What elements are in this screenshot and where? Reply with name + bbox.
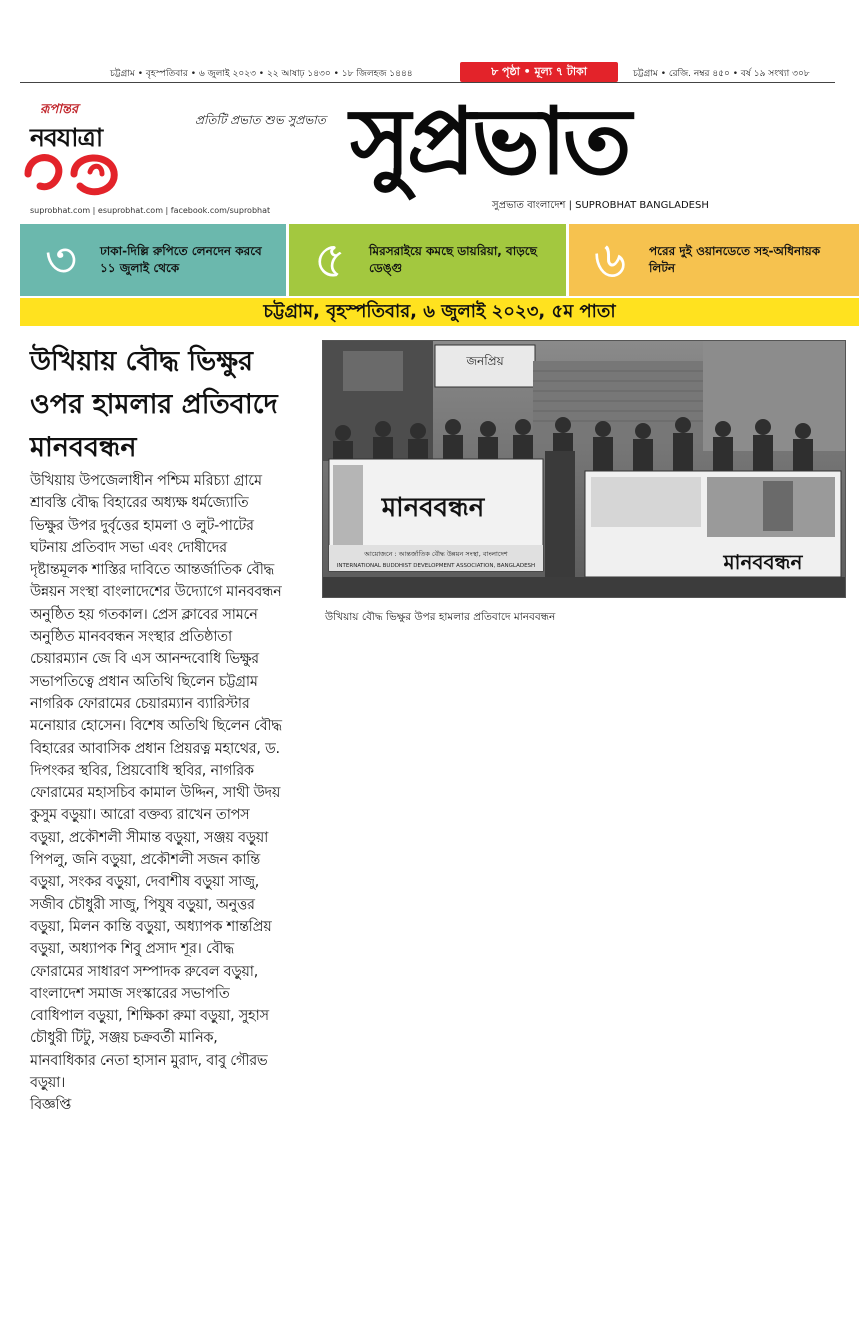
article-credit: বিজ্ঞপ্তি [30,1097,71,1114]
teaser-text: মিরসরাইয়ে কমছে ডায়রিয়া, বাড়ছে ডেঙ্গু [369,244,537,275]
teaser-page-3[interactable] [20,224,286,296]
newspaper-masthead: সুপ্রভাত [350,87,628,195]
masthead-tagline: প্রতিটি প্রভাত শুভ সুপ্রভাত [195,113,326,127]
issue-meta-left: চট্টগ্রাম • বৃহস্পতিবার • ৬ জুলাই ২০২৩ • ২২ আষাঢ় ১৪৩০ • ১৮ জিলহজ ১৪৪৪ [110,69,413,79]
photo-banner-left-text: মানববন্ধন [381,493,485,523]
teaser-page-5[interactable] [289,224,566,296]
article-body [30,470,282,1117]
photo-org-line: আয়োজনে : আন্তর্জাতিক বৌদ্ধ উন্নয়ন সংস্থা, বাংলাদেশ [364,550,508,558]
photo-org-line-en: INTERNATIONAL BUDDHIST DEVELOPMENT ASSOCIATION, BANGLADESH [336,563,536,569]
teaser-page-number: ৫ [313,231,347,289]
human-chain-photo [323,341,845,597]
photo-sign-text: জনপ্রিয় [466,354,504,368]
article-body-paragraph: উখিয়ায় উপজেলাধীন পশ্চিম মরিচ্যা গ্রামে শ্রাবস্তি বৌদ্ধ বিহারের অধ্যক্ষ ধর্মজ্যোতি ভিক্ষুর উপর দুর্বৃত্তের হামলা ও লুট-পাটের ঘটনায় প্রতিবাদ সভা এবং দোষীদের দৃষ্টান্তমূলক শাস্তির দাবিতে আন্তর্জাতিক বৌদ্ধ উন্নয়ন সংস্থা বাংলাদেশের উদ্যোগে মানববন্ধন অনুষ্ঠিত হয় গতকাল। প্রেস ক্লাবের সামনে অনুষ্ঠিত মানববন্ধন সংস্থার প্রতিষ্ঠাতা চেয়ারম্যান জে বি এস আনন্দবোধি ভিক্ষুর সভাপতিত্বে প্রধান অতিথি ছিলেন চট্টগ্রাম নাগরিক ফোরামের চেয়ারম্যান ব্যারিস্টার মনোয়ার হোসেন। বিশেষ অতিথি ছিলেন বৌদ্ধ বিহারের আবাসিক প্রধান প্রিয়রত্ন মহাথের, ড. দিপংকর স্থবির, প্রিয়বোধি স্থবির, নাগরিক ফোরামের মহাসচিব কামাল উদ্দিন, সাথী উদয় কুসুম বড়ুয়া। আরো বক্তব্য রাখেন তাপস বড়ুয়া, প্রকৌশলী সীমান্ত বড়ুয়া, সঞ্জয় বড়ুয়া পিপলু, জনি বড়ুয়া, প্রকৌশলী সজন কান্তি বড়ুয়া, সংকর বড়ুয়া, দেবাশীষ বড়ুয়া সাজু, সজীব চৌধুরী সাজু, পিযুষ বড়ুয়া, অনুত্তর বড়ুয়া, মিলন কান্তি বড়ুয়া, অধ্যাপক শান্তপ্রিয় বড়ুয়া, অধ্যাপক শিবু প্রসাদ শূর। বৌদ্ধ ফোরামের সাধারণ সম্পাদক রুবেল বড়ুয়া, বাংলাদেশ সমাজ সংস্কারের সভাপতি বোধিপাল বড়ুয়া, শিক্ষিকা রুমা বড়ুয়া, সুহাস চৌধুরী টিটু, সঞ্জয় চক্রবর্তী মানিক, মানবাধিকার নেতা হাসান মুরাদ, বাবু গৌরভ বড়ুয়া। [30,473,282,1092]
jubilee-logo-main: নবযাত্রা [30,123,103,152]
teaser-text: ঢাকা-দিল্লি রুপিতে লেনদেন করবে ১১ জুলাই থেকে [100,244,262,275]
header-divider [20,82,835,83]
article-headline: উখিয়ায় বৌদ্ধ ভিক্ষুর ওপর হামলার প্রতিবাদে মানববন্ধন [30,346,278,463]
photo-banner-right-text: মানববন্ধন [723,550,803,574]
web-links: suprobhat.com | esuprobhat.com | facebook.com/suprobhat [30,206,271,215]
teaser-page-number: ৬ [593,231,627,289]
teaser-text: পরের দুই ওয়ানডেতে সহ-অধিনায়ক লিটন [649,244,821,275]
photo-caption: উখিয়ায় বৌদ্ধ ভিক্ষুর উপর হামলার প্রতিবাদে মানববন্ধন [325,611,556,623]
pages-price-badge: ৮ পৃষ্ঠা • মূল্য ৭ টাকা [460,62,618,82]
jubilee-number-logo [22,146,132,202]
teaser-page-6[interactable] [569,224,859,296]
masthead-subtitle: সুপ্রভাত বাংলাদেশ | SUPROBHAT BANGLADESH [492,200,709,211]
jubilee-logo-top: রূপান্তর [40,102,79,117]
issue-meta-right: চট্টগ্রাম • রেজি. নম্বর ৪৫০ • বর্ষ ১৯ সংখ্যা ৩০৮ [633,69,810,79]
date-page-bar: চট্টগ্রাম, বৃহস্পতিবার, ৬ জুলাই ২০২৩, ৫ম পাতা [20,298,859,326]
teaser-page-number: ৩ [44,231,78,289]
article-photo [322,340,846,598]
